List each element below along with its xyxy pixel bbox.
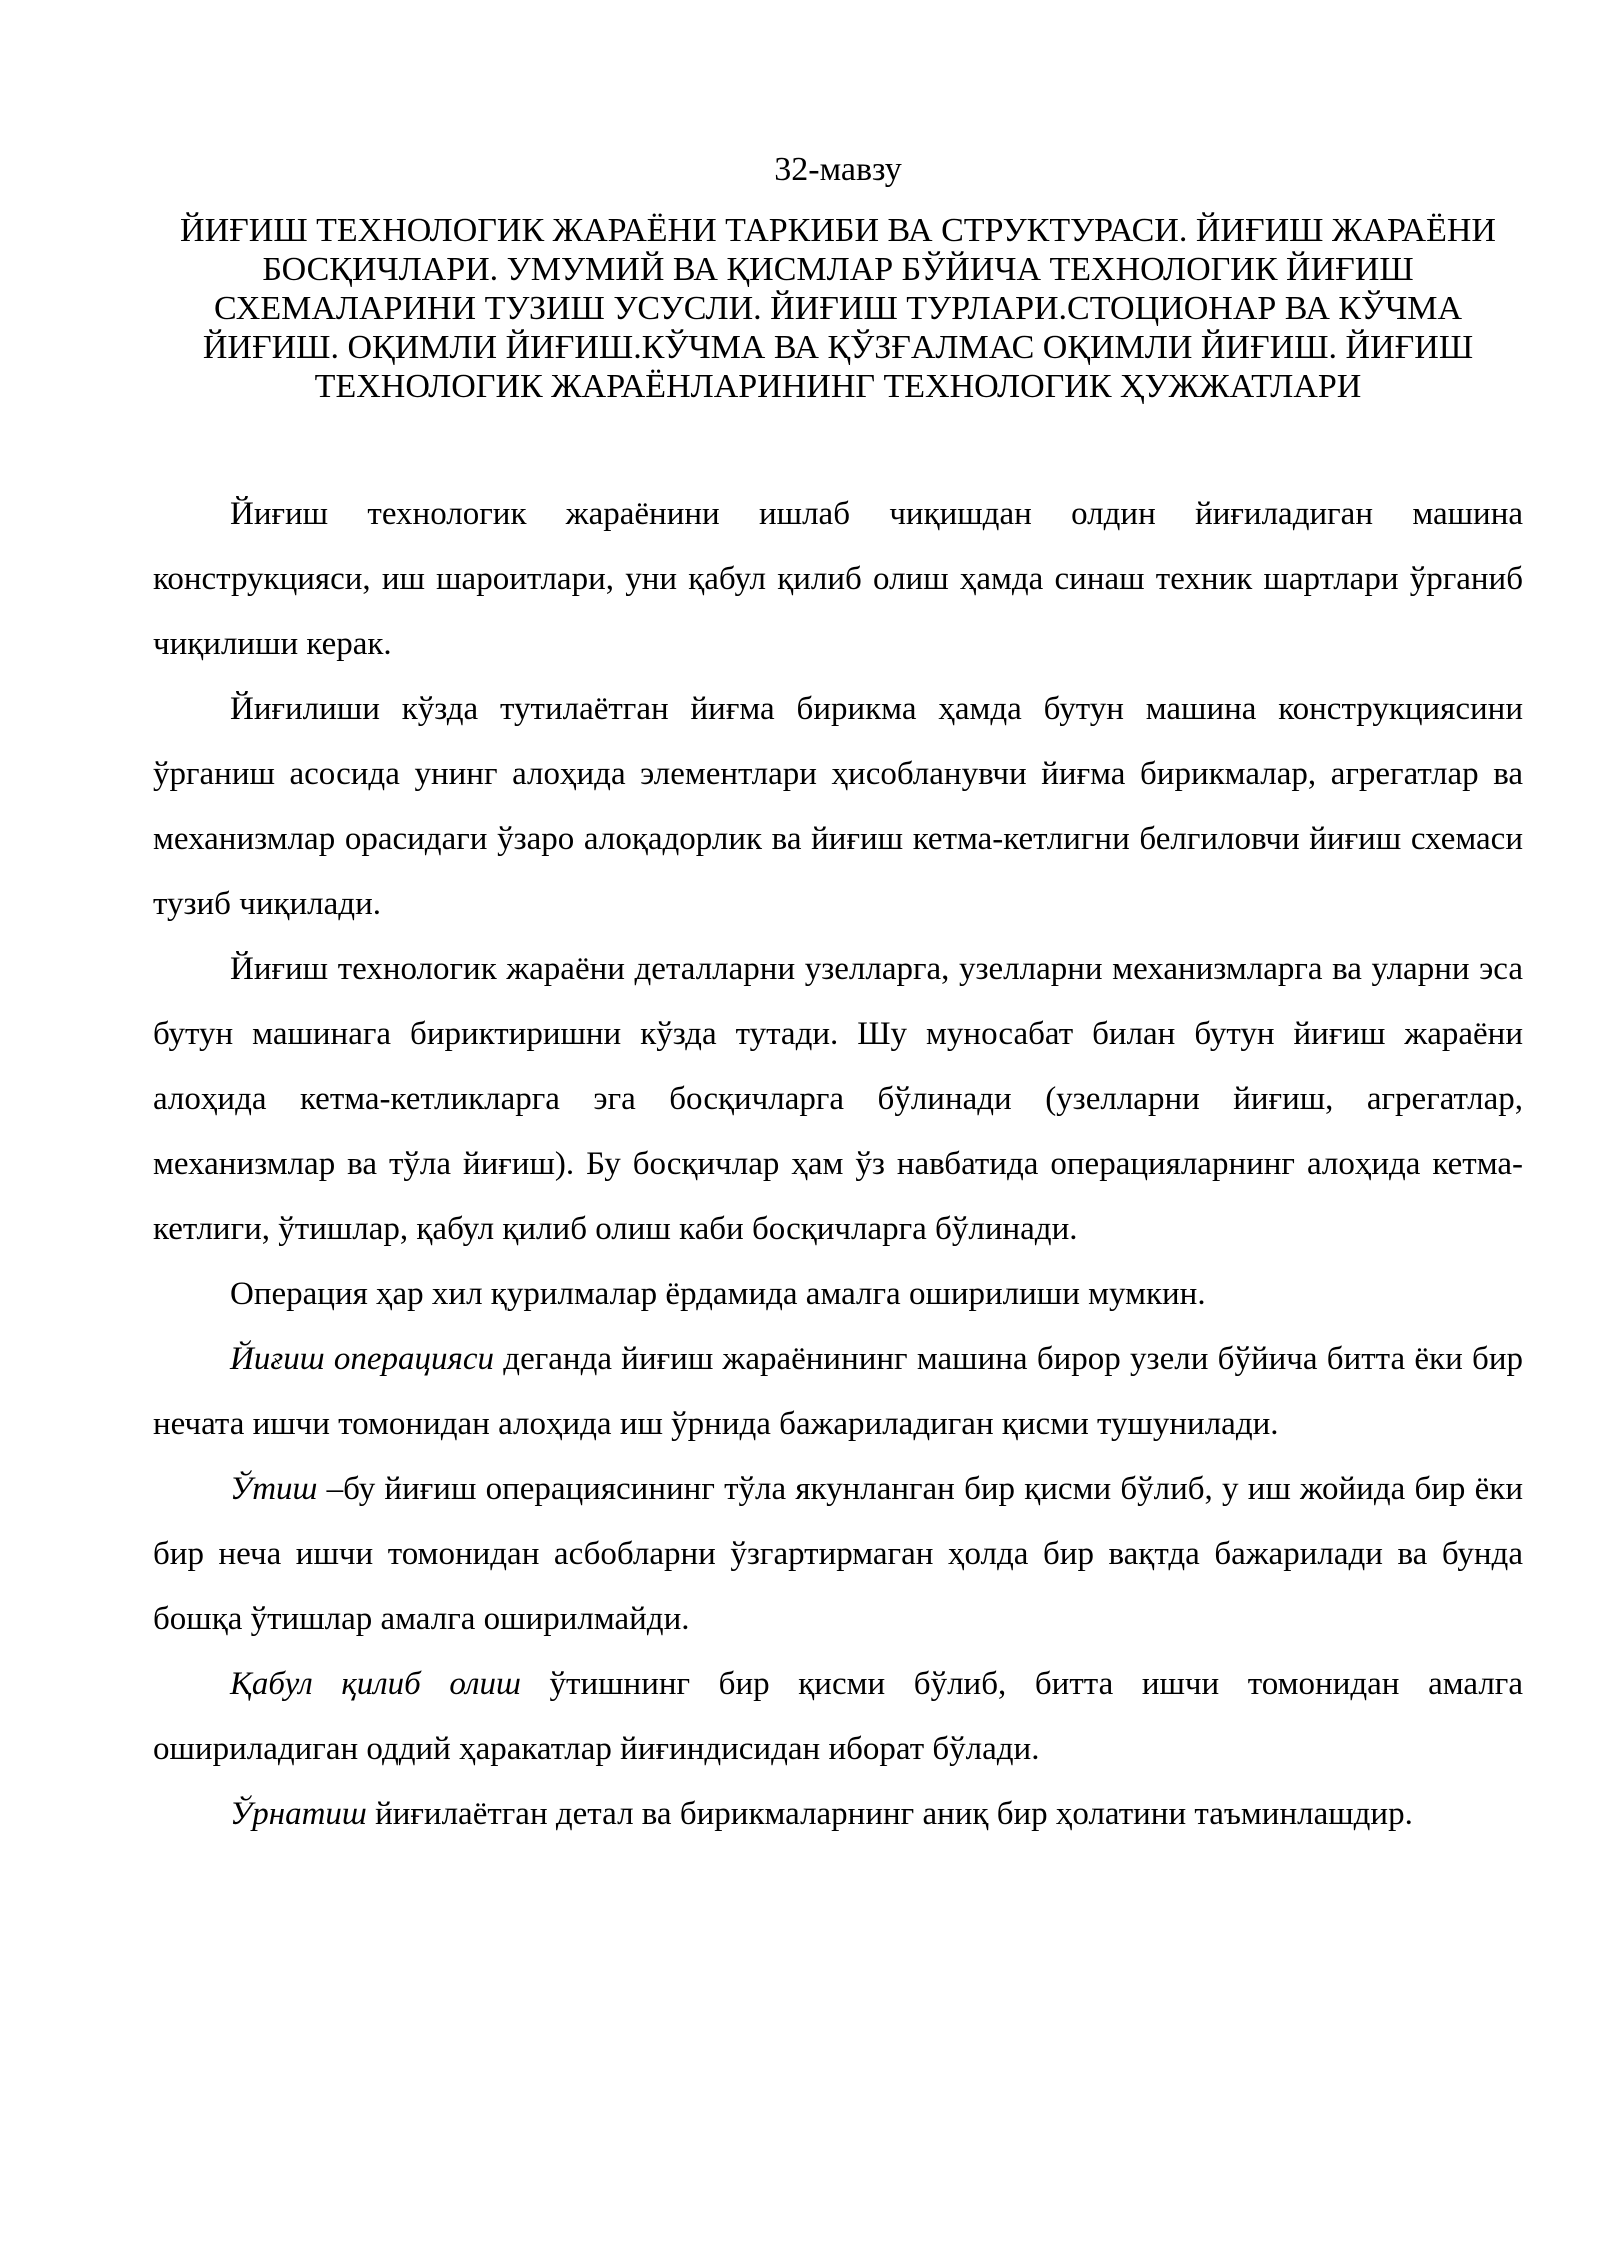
- paragraph-6-definition-transition: [153, 1457, 1523, 1652]
- definition-text: ўтишнинг бир қисми бўлиб, битта ишчи томонидан амалга ошириладиган оддий ҳаракатлар йиғиндисидан иборат бўлади.: [153, 1665, 1523, 1767]
- paragraph-text: Йиғилиши кўзда тутилаётган йиғма бирикма ҳамда бутун машина конструкциясини ўрганиш асосида унинг алоҳида элементлари ҳисобланувчи йиғма бирикмалар, агрегатлар ва механизмлар орасидаги ўзаро алоқадорлик ва йиғиш кетма-кетлигни белгиловчи йиғиш схемаси тузиб чиқилади.: [153, 690, 1523, 922]
- document-page: [153, 150, 1523, 1847]
- paragraph-7-definition-reception: [153, 1652, 1523, 1782]
- defined-term: Ўрнатиш: [230, 1795, 367, 1832]
- paragraph-5-definition-operation: [153, 1327, 1523, 1457]
- defined-term: Ўтиш: [230, 1470, 318, 1507]
- paragraph-text: Операция ҳар хил қурилмалар ёрдамида амалга оширилиши мумкин.: [230, 1275, 1206, 1312]
- paragraph-text: Йиғиш технологик жараёнини ишлаб чиқишдан олдин йиғиладиган машина конструкцияси, иш шароитлари, уни қабул қилиб олиш ҳамда синаш техник шартлари ўрганиб чиқилиши керак.: [153, 495, 1523, 662]
- paragraph-1: [153, 482, 1523, 677]
- topic-number: 32-мавзу: [774, 151, 902, 188]
- document-title: ЙИҒИШ ТЕХНОЛОГИК ЖАРАЁНИ ТАРКИБИ ВА СТРУКТУРАСИ. ЙИҒИШ ЖАРАЁНИ БОСҚИЧЛАРИ. УМУМИЙ ВА ҚИСМЛАР БЎЙИЧА ТЕХНОЛОГИК ЙИҒИШ СХЕМАЛАРИНИ ТУЗИШ УСУСЛИ. ЙИҒИШ ТУРЛАРИ.СТОЦИОНАР ВА КЎЧМА ЙИҒИШ. ОҚИМЛИ ЙИҒИШ.КЎЧМА ВА ҚЎЗҒАЛМАС ОҚИМЛИ ЙИҒИШ. ЙИҒИШ ТЕХНОЛОГИК ЖАРАЁНЛАРИНИНГ ТЕХНОЛОГИК ҲУЖЖАТЛАРИ: [180, 211, 1496, 405]
- paragraph-3: [153, 937, 1523, 1262]
- paragraph-text: Йиғиш технологик жараёни деталларни узелларга, узелларни механизмларга ва уларни эса бутун машинага бириктиришни кўзда тутади. Шу муносабат билан бутун йиғиш жараёни алоҳида кетма-кетликларга эга босқичларга бўлинади (узелларни йиғиш, агрегатлар, механизмлар ва тўла йиғиш). Бу босқичлар ҳам ўз навбатида операцияларнинг алоҳида кетма-кетлиги, ўтишлар, қабул қилиб олиш каби босқичларга бўлинади.: [153, 950, 1523, 1247]
- paragraph-4: [153, 1262, 1523, 1327]
- definition-text: деганда йиғиш жараёнининг машина бирор узели бўйича битта ёки бир нечата ишчи томонидан алоҳида иш ўрнида бажариладиган қисми тушунилади.: [153, 1340, 1523, 1442]
- paragraph-2: [153, 677, 1523, 937]
- defined-term: Қабул қилиб олиш: [230, 1665, 521, 1702]
- definition-text: йиғилаётган детал ва бирикмаларнинг аниқ бир ҳолатини таъминлашдир.: [366, 1795, 1413, 1832]
- paragraph-8-definition-installation: [153, 1782, 1523, 1847]
- definition-text: –бу йиғиш операциясининг тўла якунланган бир қисми бўлиб, у иш жойида бир ёки бир неча ишчи томонидан асбобларни ўзгартирмаган ҳолда бир вақтда бажарилади ва бунда бошқа ўтишлар амалга оширилмайди.: [153, 1470, 1523, 1637]
- defined-term: Йиғиш операцияси: [230, 1340, 495, 1377]
